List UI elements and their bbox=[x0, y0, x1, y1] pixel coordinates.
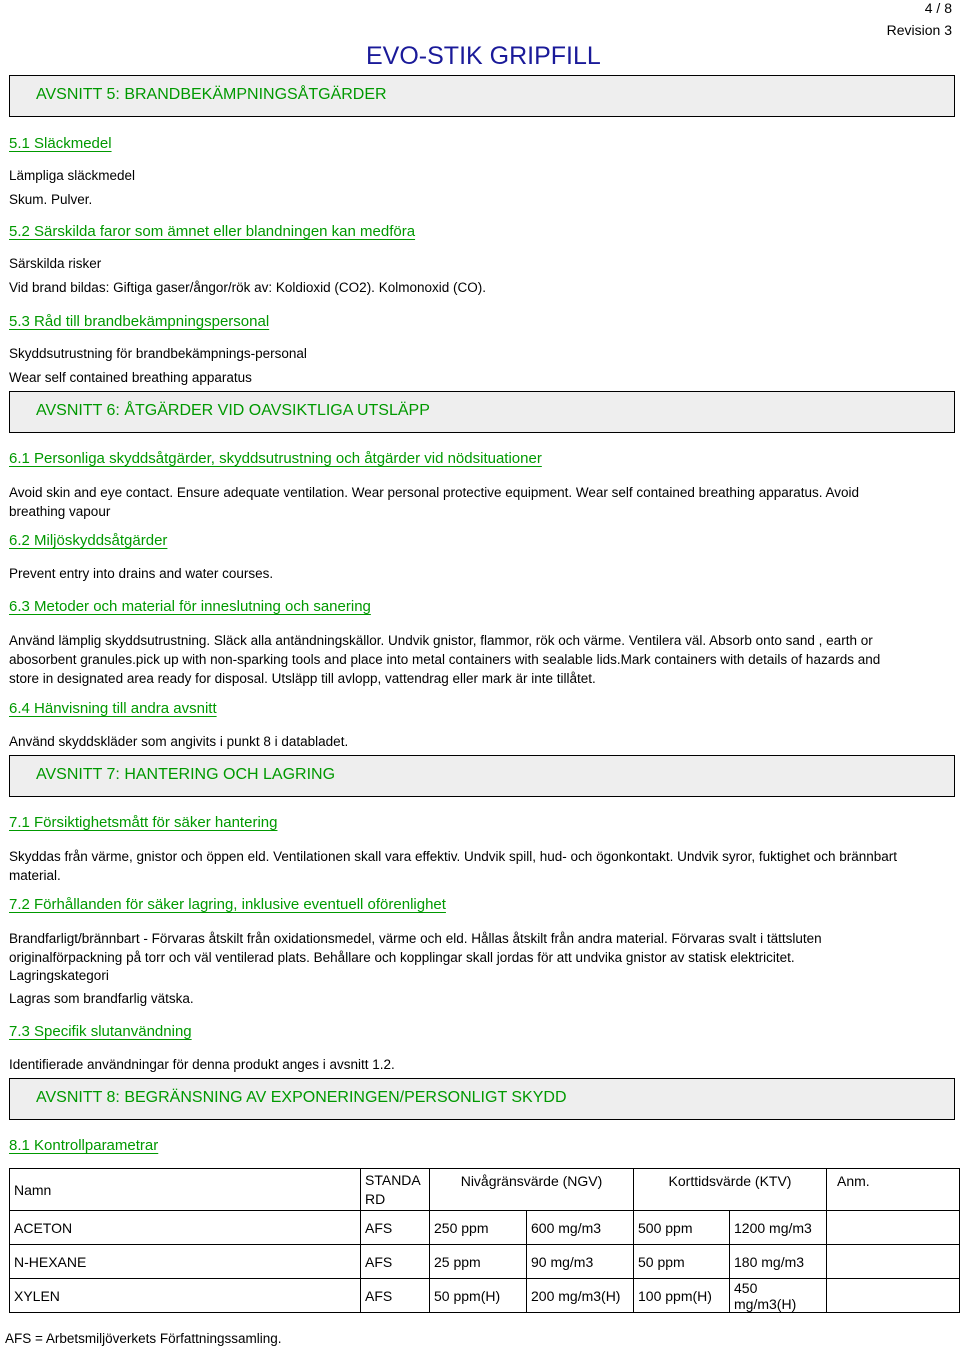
cell-ktv-mg: 450 mg/m3(H) bbox=[730, 1279, 827, 1313]
cell-ktv-mg: 180 mg/m3 bbox=[730, 1245, 827, 1279]
cell-ngv-mg: 200 mg/m3(H) bbox=[527, 1279, 634, 1313]
subsection-5-3-label: Skyddsutrustning för brandbekämpnings-personal bbox=[9, 346, 307, 361]
cell-ktv-ppm: 500 ppm bbox=[634, 1211, 730, 1245]
footnote: AFS = Arbetsmiljöverkets Författningssamling. bbox=[5, 1331, 282, 1346]
table-row bbox=[10, 1211, 960, 1245]
subsection-7-2-label: Lagringskategori bbox=[9, 968, 109, 983]
subsection-6-4-text: Använd skyddskläder som angivits i punkt 8 i databladet. bbox=[9, 734, 349, 749]
cell-standard: AFS bbox=[361, 1279, 430, 1313]
section-7-heading: AVSNITT 7: HANTERING OCH LAGRING bbox=[36, 766, 336, 783]
subsection-7-2-text-2: Lagras som brandfarlig vätska. bbox=[9, 991, 194, 1006]
subsection-6-1-title: 6.1 Personliga skyddsåtgärder, skyddsutrustning och åtgärder vid nödsituationer bbox=[9, 450, 542, 467]
subsection-5-2-title: 5.2 Särskilda faror som ämnet eller blandningen kan medföra bbox=[9, 223, 416, 240]
header-ngv: Nivågränsvärde (NGV) bbox=[430, 1169, 634, 1211]
section-5-heading: AVSNITT 5: BRANDBEKÄMPNINGSÅTGÄRDER bbox=[36, 86, 387, 103]
cell-ngv-ppm: 250 ppm bbox=[430, 1211, 527, 1245]
cell-ngv-ppm: 50 ppm(H) bbox=[430, 1279, 527, 1313]
table-row bbox=[10, 1245, 960, 1279]
section-5-heading-band bbox=[9, 75, 955, 117]
subsection-7-3-text: Identifierade användningar för denna produkt anges i avsnitt 1.2. bbox=[9, 1057, 395, 1072]
subsection-5-3-title: 5.3 Råd till brandbekämpningspersonal bbox=[9, 313, 270, 330]
header-name: Namn bbox=[10, 1169, 361, 1211]
section-7-heading-band bbox=[9, 755, 955, 797]
cell-name: N-HEXANE bbox=[10, 1245, 361, 1279]
header-notes: Anm. bbox=[827, 1169, 960, 1211]
header-ktv: Korttidsvärde (KTV) bbox=[634, 1169, 827, 1211]
header-standard: STANDARD bbox=[361, 1169, 430, 1211]
exposure-limits-table bbox=[9, 1168, 960, 1313]
cell-name: XYLEN bbox=[10, 1279, 361, 1313]
cell-ngv-ppm: 25 ppm bbox=[430, 1245, 527, 1279]
subsection-7-1-title: 7.1 Försiktighetsmått för säker hantering bbox=[9, 814, 278, 831]
subsection-5-2-label: Särskilda risker bbox=[9, 256, 102, 271]
subsection-8-1-title: 8.1 Kontrollparametrar bbox=[9, 1137, 159, 1154]
section-8-heading: AVSNITT 8: BEGRÄNSNING AV EXPONERINGEN/PERSONLIGT SKYDD bbox=[36, 1089, 567, 1106]
revision-label: Revision 3 bbox=[886, 22, 952, 38]
cell-notes bbox=[827, 1279, 960, 1313]
table-header-row bbox=[10, 1169, 960, 1211]
cell-name: ACETON bbox=[10, 1211, 361, 1245]
subsection-6-1-text: Avoid skin and eye contact. Ensure adequate ventilation. Wear personal protective equipment. Wear self contained breathing apparatus. Avoid breathing vapour bbox=[9, 485, 860, 519]
subsection-5-1-label: Lämpliga släckmedel bbox=[9, 168, 136, 183]
cell-ktv-ppm: 100 ppm(H) bbox=[634, 1279, 730, 1313]
subsection-7-2-title: 7.2 Förhållanden för säker lagring, inklusive eventuell oförenlighet bbox=[9, 896, 446, 913]
cell-notes bbox=[827, 1211, 960, 1245]
cell-ngv-mg: 90 mg/m3 bbox=[527, 1245, 634, 1279]
section-6-heading-band bbox=[9, 391, 955, 433]
subsection-6-3-text: Använd lämplig skyddsutrustning. Släck alla antändningskällor. Undvik gnistor, flammor, rök och värme. Ventilera väl. Absorb onto sand , earth or abosorbent granules.pick up with non-sparking tools and place into metal containers with sealable lids.Mark containers with details of hazards and store in designated area ready for disposal. Utsläpp till avlopp, vattendrag eller mark är inte tillåtet. bbox=[9, 633, 881, 686]
subsection-7-3-title: 7.3 Specifik slutanvändning bbox=[9, 1023, 192, 1040]
table-row bbox=[10, 1279, 960, 1313]
subsection-5-2-text: Vid brand bildas: Giftiga gaser/ångor/rök av: Koldioxid (CO2). Kolmonoxid (CO). bbox=[9, 280, 486, 295]
subsection-7-2-text: Brandfarligt/brännbart - Förvaras åtskilt från oxidationsmedel, värme och eld. Hållas åtskilt från andra material. Förvaras svalt i tättsluten originalförpackning på torr och väl ventilerad plats. Behållare och kopplingar skall jordas för att undvika gnistor av statisk elektricitet. bbox=[9, 931, 822, 965]
subsection-5-3-text: Wear self contained breathing apparatus bbox=[9, 370, 252, 385]
cell-standard: AFS bbox=[361, 1245, 430, 1279]
section-6-heading: AVSNITT 6: ÅTGÄRDER VID OAVSIKTLIGA UTSLÄPP bbox=[36, 402, 430, 419]
subsection-6-4-title: 6.4 Hänvisning till andra avsnitt bbox=[9, 700, 217, 717]
subsection-6-3-title: 6.3 Metoder och material för inneslutning och sanering bbox=[9, 598, 371, 615]
section-8-heading-band bbox=[9, 1078, 955, 1120]
subsection-6-2-text: Prevent entry into drains and water courses. bbox=[9, 566, 274, 581]
subsection-7-1-text: Skyddas från värme, gnistor och öppen eld. Ventilationen skall vara effektiv. Undvik spill, hud- och ögonkontakt. Undvik syror, fuktighet och brännbart material. bbox=[9, 849, 897, 883]
subsection-6-2-title: 6.2 Miljöskyddsåtgärder bbox=[9, 532, 168, 549]
subsection-5-1-text: Skum. Pulver. bbox=[9, 192, 93, 207]
cell-standard: AFS bbox=[361, 1211, 430, 1245]
cell-notes bbox=[827, 1245, 960, 1279]
subsection-5-1-title: 5.1 Släckmedel bbox=[9, 135, 112, 152]
cell-ktv-ppm: 50 ppm bbox=[634, 1245, 730, 1279]
page-number: 4 / 8 bbox=[924, 0, 952, 16]
document-title: EVO-STIK GRIPFILL bbox=[366, 42, 601, 70]
cell-ktv-mg: 1200 mg/m3 bbox=[730, 1211, 827, 1245]
cell-ngv-mg: 600 mg/m3 bbox=[527, 1211, 634, 1245]
